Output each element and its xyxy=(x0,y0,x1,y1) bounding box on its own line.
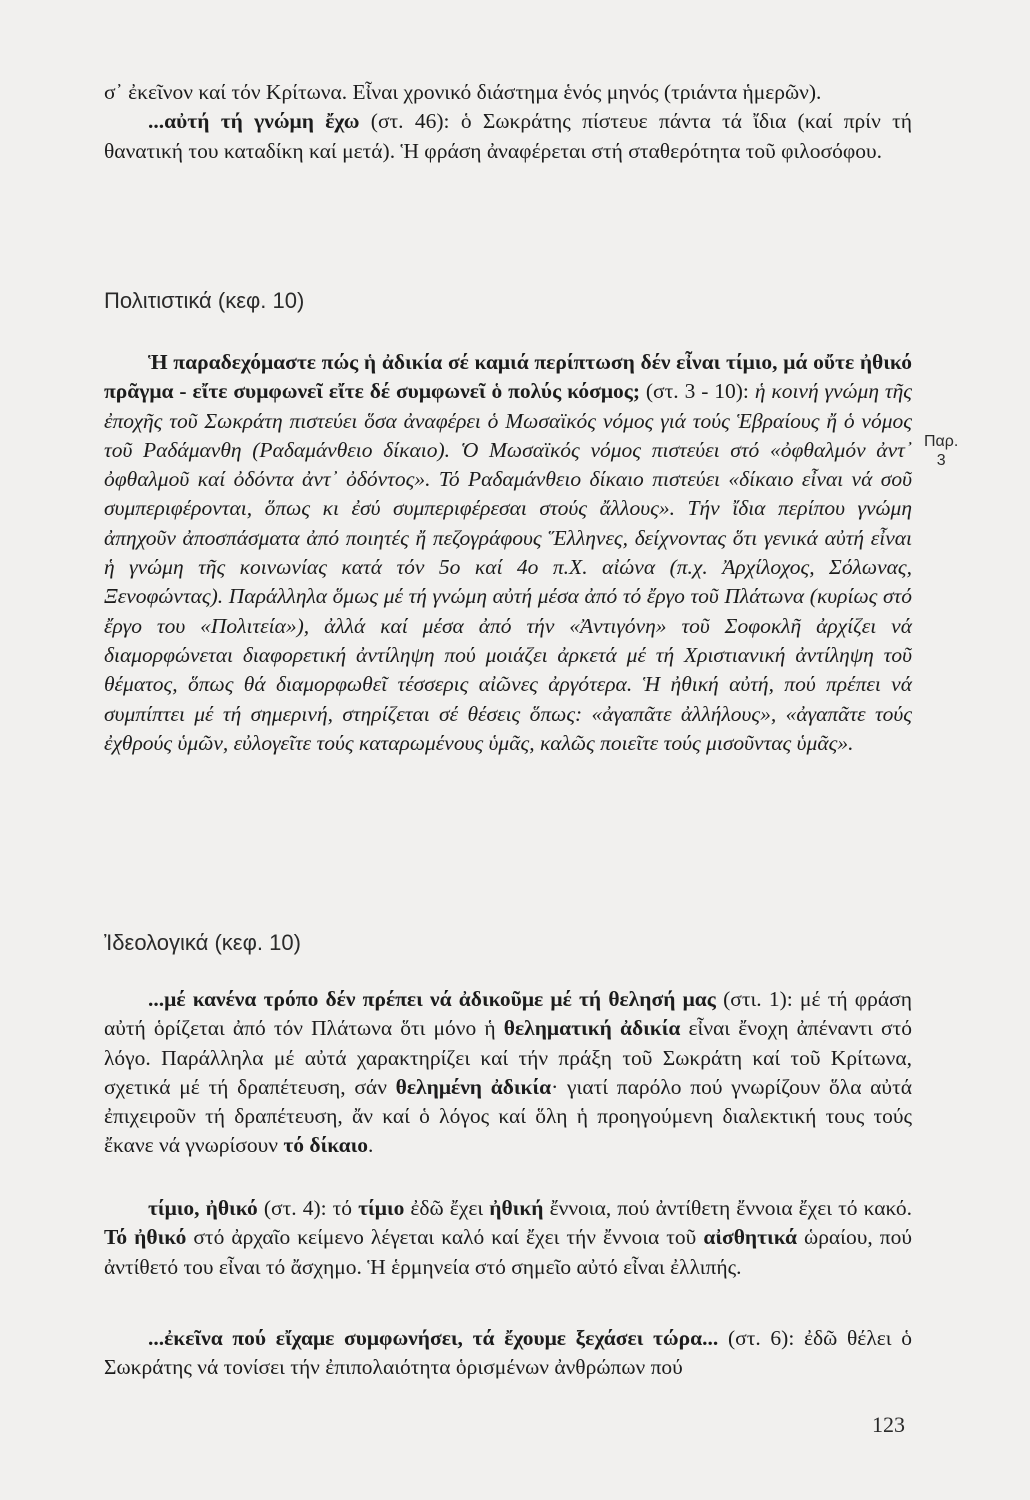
intro-block xyxy=(104,78,912,166)
margin-note-label: Παρ. xyxy=(924,433,959,450)
bold-term: ἠθική xyxy=(489,1196,544,1220)
section-heading-ideological: Ἰδεολογικά (κεφ. 10) xyxy=(104,930,301,955)
intro-explanation: (στ. 46): ὁ Σωκράτης πίστευε πάντα τά ἴδια (καί πρίν τή θανατική του καταδίκη καί μετά). Ἡ φράση ἀναφέρεται στή σταθερότητα τοῦ φιλοσόφου. xyxy=(104,109,912,163)
text-run: (στι. 1): μέ τή φράση αὐτή ὁρίζεται ἀπό τόν Πλάτωνα ὅτι μόνο ἡ xyxy=(104,987,913,1041)
text-run: εἶναι ἔνοχη ἀπέναντι στό λόγο. Παράλληλα μέ αὐτά χαρακτηρίζει καί τήν πράξη τοῦ Σωκράτη καί τοῦ Κρίτωνα, σχετικά μέ τή δραπέτευση, σάν xyxy=(104,1016,912,1099)
text-run: · γιατί παρόλο πού γνωρίζουν ὅλα αὐτά ἐπιχειροῦν τή δραπέτευση, ἄν καί ὁ λόγος καί ὅλη ἡ προηγούμενη διαλεκτική τους τούς ἔκανε νά γνωρίσουν xyxy=(104,1074,912,1158)
text-run: ὡραίου, πού ἀντίθετό του εἶναι τό ἄσχημο. Ἡ ἑρμηνεία στό σημεῖο αὐτό εἶναι ἐλλιπής. xyxy=(104,1225,913,1279)
cultural-quote: Ἡ παραδεχόμαστε πώς ἡ ἀδικία σέ καμιά περίπτωση δέν εἶναι τίμιο, μά οὔτε ἠθικό πρᾶγμα - εἴτε συμφωνεῖ εἴτε δέ συμφωνεῖ ὁ πολύς κόσμος; xyxy=(104,350,912,404)
text-run: ἐδῶ ἔχει xyxy=(404,1196,490,1220)
page-number: 123 xyxy=(872,1412,905,1437)
text-run: ἔννοια, πού ἀντίθετη ἔννοια ἔχει τό κακό. xyxy=(543,1196,912,1220)
ideological-block-2 xyxy=(104,1194,912,1282)
text-run: (στ. 6): ἐδῶ θέλει ὁ Σωκράτης νά τονίσει τήν ἐπιπολαιότητα ὁρισμένων ἀνθρώπων πού xyxy=(104,1326,912,1380)
ideological-block-3 xyxy=(104,1324,912,1383)
text-run: στό ἀρχαῖο κείμενο λέγεται καλό καί ἔχει τήν ἔννοια τοῦ xyxy=(186,1225,704,1250)
cultural-paragraph xyxy=(104,348,912,758)
ideological-paragraph-3 xyxy=(104,1324,912,1383)
margin-note xyxy=(924,432,958,470)
cultural-block xyxy=(104,348,912,758)
bold-term: Τό ἠθικό xyxy=(104,1225,187,1250)
bold-term: θεληματική ἀδικία xyxy=(503,1016,681,1041)
ideological-quote-3: ...ἐκεῖνα πού εἴχαμε συμφωνήσει, τά ἔχουμε ξεχάσει τώρα... xyxy=(148,1326,719,1350)
ideological-quote-2: τίμιο, ἠθικό xyxy=(148,1196,258,1220)
intro-paragraph-2 xyxy=(104,107,912,166)
bold-term: τίμιο xyxy=(358,1196,405,1220)
section-heading-cultural: Πολιτιστικά (κεφ. 10) xyxy=(104,288,305,313)
cultural-explanation: ἡ κοινή γνώμη τῆς ἐποχῆς τοῦ Σωκράτη πιστεύει ὅσα ἀναφέρει ὁ Μωσαϊκός νόμος γιά τούς Ἑβραίους ἤ ὁ νόμος τοῦ Ραδάμανθη (Ραδαμάνθειο δίκαιο). Ὁ Μωσαϊκός νόμος πιστεύει στό «ὀφθαλμόν ἀντ᾽ ὀφθαλμοῦ καί ὀδόντα ἀντ᾽ ὀδόντος». Τό Ραδαμάνθειο δίκαιο πιστεύει «δίκαιο εἶναι νά σοῦ συμπεριφέρονται, ὅπως κι ἐσύ συμπεριφέρεσαι στούς ἄλλους». Τήν ἴδια περίπου γνώμη ἀπηχοῦν ἀποσπάσματα ἀπό ποιητές ἤ πεζογράφους Ἕλληνες, δείχνοντας ὅτι γενικά αὐτή εἶναι ἡ γνώμη τῆς κοινωνίας κατά τόν 5ο καί 4ο π.Χ. αἰώνα (π.χ. Ἀρχίλοχος, Σόλωνας, Ξενοφώντας). Παράλληλα ὅμως μέ τή γνώμη αὐτή μέσα ἀπό τό ἔργο τοῦ Πλάτωνα (κυρίως στό ἔργο του «Πολιτεία»), ἀλλά καί μέσα ἀπό τήν «Ἀντιγόνη» τοῦ Σοφοκλῆ ἀρχίζει νά διαμορφώνεται διαφορετική ἀντίληψη πού μοιάζει ἀρκετά μέ τή Χριστιανική ἀντίληψη τοῦ θέματος, ὅπως θά διαμορφωθεῖ τέσσερις αἰῶνες ἀργότερα. Ἡ ἠθική αὐτή, πού πρέπει νά συμπίπτει μέ τή σημερινή, στηρίζεται σέ θέσεις ὅπως: «ἀγαπᾶτε ἀλλήλους», «ἀγαπᾶτε τούς ἐχθρούς ὑμῶν, εὐλογεῖτε τούς καταρωμένους ὑμᾶς, καλῶς ποιεῖτε τούς μισοῦντας ὑμᾶς». xyxy=(104,379,912,755)
bold-term: αἰσθητικά xyxy=(703,1225,798,1250)
bold-term: τό δίκαιο xyxy=(283,1133,368,1158)
cultural-ref: (στ. 3 - 10): xyxy=(640,379,755,404)
ideological-block xyxy=(104,985,912,1161)
margin-note-number: 3 xyxy=(936,452,946,469)
intro-quote: ...αὐτή τή γνώμη ἔχω xyxy=(148,109,360,134)
text-run: (στ. 4): τό xyxy=(257,1196,359,1220)
ideological-quote-1: ...μέ κανένα τρόπο δέν πρέπει νά ἀδικοῦμε μέ τή θελησή μας xyxy=(148,987,716,1011)
ideological-paragraph-2 xyxy=(104,1194,912,1282)
text-run: . xyxy=(367,1133,374,1158)
ideological-paragraph-1 xyxy=(104,985,912,1161)
bold-term: θελημένη ἀδικία xyxy=(395,1074,552,1099)
intro-paragraph-1: σ᾽ ἐκεῖνον καί τόν Κρίτωνα. Εἶναι χρονικό διάστημα ἑνός μηνός (τριάντα ἡμερῶν). xyxy=(104,80,822,104)
